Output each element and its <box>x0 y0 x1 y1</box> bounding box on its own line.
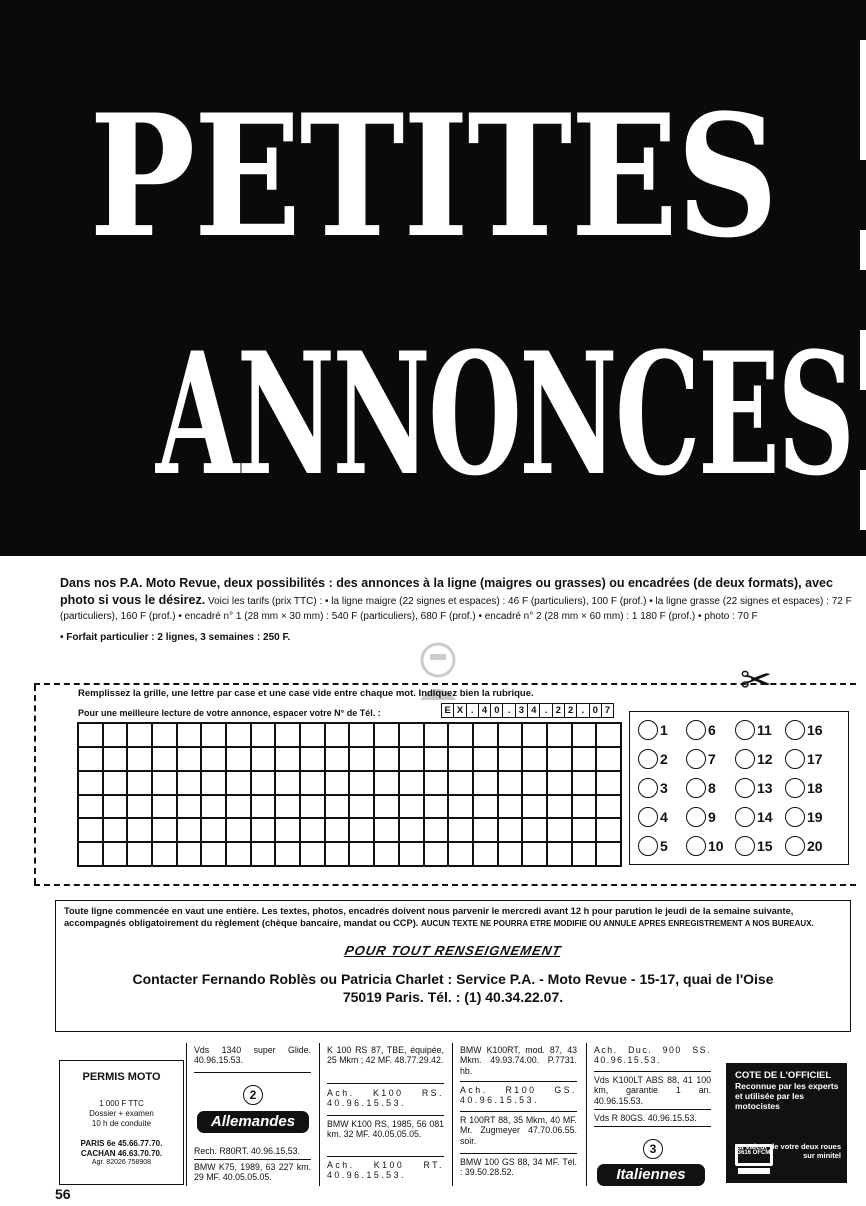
grid-cell[interactable] <box>449 796 474 820</box>
rubrique-option[interactable] <box>638 836 668 856</box>
grid-cell[interactable] <box>178 724 203 748</box>
ad-entry: BMW K100 RS, 1985, 56 081 km. 32 MF. 40.05.05.05. <box>327 1119 444 1140</box>
grid-cell[interactable] <box>499 819 524 843</box>
grid-cell[interactable] <box>153 819 178 843</box>
permis-title: PERMIS MOTO <box>82 1071 161 1083</box>
grid-cell[interactable] <box>153 843 178 867</box>
title-banner <box>0 0 866 556</box>
grid-cell[interactable] <box>227 724 252 748</box>
grid-cell[interactable] <box>326 843 351 867</box>
grid-cell[interactable] <box>375 772 400 796</box>
intro-tarifs: Voici les tarifs (prix TTC) : • la ligne maigre (22 signes et espaces) : 46 F (particuliers), 100 F (prof.) • la ligne grasse (22 signes et espaces) : 72 F (particuliers), 160 F (prof.) • encadré n° 1 (28 mm × 30 mm) : 540 F (particuliers), 680 F (prof.) • encadré n° 2 (28 mm × 60 mm) : 1 180 F (prof.) • photo : 70 F <box>60 596 852 622</box>
grid-cell[interactable] <box>104 796 129 820</box>
grid-cell[interactable] <box>474 724 499 748</box>
contact-line-1: Contacter Fernando Roblès ou Patricia Charlet : Service P.A. - Moto Revue - 15-17, quai de l'Oise <box>132 971 774 987</box>
grid-cell[interactable] <box>400 819 425 843</box>
rubrique-option[interactable] <box>638 778 668 798</box>
grid-cell[interactable] <box>499 796 524 820</box>
conditions-box <box>55 900 851 1032</box>
ad-separator <box>460 1081 577 1082</box>
grid-cell[interactable] <box>425 772 450 796</box>
permis-moto-ad <box>59 1060 184 1185</box>
intro-lead: Dans nos P.A. Moto Revue, deux possibilités : des annonces à la ligne (maigres ou grasses) ou encadrées (de deux formats), avec photo si vous le désirez. <box>60 576 833 608</box>
scissors-icon: ✂ <box>740 660 772 702</box>
ad-separator <box>327 1115 444 1116</box>
tel-example-cell: E <box>441 703 454 718</box>
grid-cell[interactable] <box>79 748 104 772</box>
contact-line-2: 75019 Paris. Tél. : (1) 40.34.22.07. <box>342 989 564 1005</box>
rubrique-number: 2 <box>660 751 668 767</box>
grid-cell[interactable] <box>79 819 104 843</box>
grid-cell[interactable] <box>573 724 598 748</box>
rubrique-option[interactable] <box>686 778 716 798</box>
rubrique-checkbox[interactable] <box>638 807 658 827</box>
grid-cell[interactable] <box>227 843 252 867</box>
cote-footer: La valeur de votre deux roues sur minitel <box>734 1142 841 1160</box>
grid-cell[interactable] <box>375 796 400 820</box>
grid-cell[interactable] <box>523 843 548 867</box>
grid-cell[interactable] <box>573 843 598 867</box>
rubrique-number: 5 <box>660 838 668 854</box>
rubrique-option[interactable] <box>785 807 823 827</box>
rubrique-number: 6 <box>708 722 716 738</box>
grid-cell[interactable] <box>252 724 277 748</box>
conditions-text <box>64 906 842 929</box>
cote-subtitle: Reconnue par les experts et utilisée par les motocistes <box>735 1081 839 1111</box>
rubrique-number: 16 <box>807 722 823 738</box>
grid-cell[interactable] <box>548 748 573 772</box>
grid-cell[interactable] <box>425 843 450 867</box>
tel-example-cell: X <box>453 703 466 718</box>
grid-cell[interactable] <box>375 843 400 867</box>
rubrique-checkbox[interactable] <box>638 836 658 856</box>
grid-cell[interactable] <box>252 748 277 772</box>
rubrique-option[interactable] <box>735 720 772 740</box>
grid-cell[interactable] <box>227 748 252 772</box>
grid-cell[interactable] <box>79 843 104 867</box>
rubrique-checkbox[interactable] <box>638 749 658 769</box>
rubrique-number: 12 <box>757 751 773 767</box>
grid-cell[interactable] <box>597 796 622 820</box>
grid-cell[interactable] <box>326 772 351 796</box>
tel-example-cell: . <box>576 703 589 718</box>
grid-cell[interactable] <box>276 724 301 748</box>
ad-separator <box>194 1072 311 1073</box>
grid-cell[interactable] <box>350 843 375 867</box>
intro-paragraph <box>60 575 852 623</box>
rubrique-checkbox[interactable] <box>686 749 706 769</box>
grid-cell[interactable] <box>597 843 622 867</box>
rubrique-option[interactable] <box>686 720 716 740</box>
banner-title-petites: PETITES <box>89 77 777 275</box>
rubrique-number: 13 <box>757 780 773 796</box>
rubrique-checkbox[interactable] <box>785 836 805 856</box>
grid-cell[interactable] <box>499 843 524 867</box>
grid-cell[interactable] <box>153 748 178 772</box>
ad-entry: Ach. K100 RS. 40.96.15.53. <box>327 1088 444 1109</box>
rubrique-checkbox[interactable] <box>735 807 755 827</box>
rubrique-option[interactable] <box>785 749 823 769</box>
rubrique-checkbox[interactable] <box>735 720 755 740</box>
ads-column-1 <box>186 1043 312 1186</box>
rubrique-option[interactable] <box>735 778 773 798</box>
rubrique-number: 7 <box>708 751 716 767</box>
grid-cell[interactable] <box>499 748 524 772</box>
rubrique-option[interactable] <box>686 836 724 856</box>
rubrique-number: 1 <box>660 722 668 738</box>
grid-cell[interactable] <box>474 796 499 820</box>
grid-cell[interactable] <box>400 796 425 820</box>
cut-line-left <box>34 685 36 884</box>
grid-cell[interactable] <box>449 748 474 772</box>
ad-entry: Vds K100LT ABS 88, 41 100 km, garantie 1 an. 40.96.15.53. <box>594 1075 711 1106</box>
grid-cell[interactable] <box>400 724 425 748</box>
form-instructions: Remplissez la grille, une lettre par case et une case vide entre chaque mot. Indiquez bien la rubrique. <box>78 688 534 699</box>
grid-cell[interactable] <box>350 796 375 820</box>
rubrique-option[interactable] <box>735 749 773 769</box>
grid-cell[interactable] <box>301 819 326 843</box>
grid-cell[interactable] <box>474 772 499 796</box>
category-label-italiennes: Italiennes <box>597 1164 705 1186</box>
grid-cell[interactable] <box>178 748 203 772</box>
grid-cell[interactable] <box>350 724 375 748</box>
grid-cell[interactable] <box>375 748 400 772</box>
grid-cell[interactable] <box>104 772 129 796</box>
grid-cell[interactable] <box>104 724 129 748</box>
grid-cell[interactable] <box>449 819 474 843</box>
ad-separator <box>594 1126 711 1127</box>
permis-detail: 10 h de conduite <box>91 1119 152 1128</box>
permis-phone-cachan: CACHAN 46.63.70.70. <box>80 1149 163 1158</box>
edge-mark <box>860 330 866 390</box>
info-heading <box>56 943 850 958</box>
cut-line-top <box>34 683 856 685</box>
grid-cell[interactable] <box>499 724 524 748</box>
rubrique-checkbox[interactable] <box>686 807 706 827</box>
grid-cell[interactable] <box>425 748 450 772</box>
grid-cell[interactable] <box>153 796 178 820</box>
banner-title-annonces: ANNONCES <box>155 315 853 513</box>
grid-cell[interactable] <box>425 724 450 748</box>
rubrique-checkbox[interactable] <box>638 720 658 740</box>
grid-cell[interactable] <box>425 819 450 843</box>
tel-example-cell: 0 <box>589 703 602 718</box>
grid-cell[interactable] <box>276 748 301 772</box>
rubrique-checkbox[interactable] <box>785 778 805 798</box>
grid-cell[interactable] <box>252 843 277 867</box>
permis-body <box>60 1099 183 1129</box>
grid-cell[interactable] <box>227 772 252 796</box>
grid-cell[interactable] <box>474 819 499 843</box>
rubrique-option[interactable] <box>785 836 823 856</box>
rubrique-number: 20 <box>807 838 823 854</box>
ad-separator <box>460 1111 577 1112</box>
conditions-caps: AUCUN TEXTE NE POURRA ETRE MODIFIE OU ANNULE APRES ENREGISTREMENT A NOS BUREAUX. <box>420 918 814 928</box>
rubrique-number: 8 <box>708 780 716 796</box>
grid-cell[interactable] <box>128 796 153 820</box>
tel-hint: Pour une meilleure lecture de votre annonce, espacer votre N° de Tél. : <box>78 708 381 718</box>
grid-cell[interactable] <box>79 796 104 820</box>
rubrique-option[interactable] <box>735 807 773 827</box>
permis-agrement: Agr. 82026 758908 <box>91 1159 152 1166</box>
grid-cell[interactable] <box>326 819 351 843</box>
grid-cell[interactable] <box>326 796 351 820</box>
grid-cell[interactable] <box>449 724 474 748</box>
cut-line-bottom <box>34 884 856 886</box>
grid-cell[interactable] <box>79 772 104 796</box>
grid-cell[interactable] <box>153 724 178 748</box>
ads-column-4 <box>586 1043 712 1186</box>
rubrique-option[interactable] <box>638 749 668 769</box>
grid-cell[interactable] <box>252 796 277 820</box>
tel-example-cell: 2 <box>564 703 577 718</box>
grid-cell[interactable] <box>301 748 326 772</box>
tel-example-cell: 4 <box>527 703 540 718</box>
rubrique-option[interactable] <box>686 749 716 769</box>
grid-cell[interactable] <box>474 843 499 867</box>
ad-separator <box>594 1071 711 1072</box>
rubrique-number: 19 <box>807 809 823 825</box>
ad-separator <box>327 1083 444 1084</box>
tel-example-cell: 2 <box>552 703 565 718</box>
tel-example-cell: 0 <box>490 703 503 718</box>
category-label-allemandes: Allemandes <box>197 1111 309 1133</box>
grid-cell[interactable] <box>449 772 474 796</box>
forfait-line: • Forfait particulier : 2 lignes, 3 semaines : 250 F. <box>60 632 291 644</box>
rubrique-option[interactable] <box>638 807 668 827</box>
edge-mark <box>860 470 866 530</box>
grid-cell[interactable] <box>128 724 153 748</box>
grid-cell[interactable] <box>400 748 425 772</box>
grid-cell[interactable] <box>128 748 153 772</box>
grid-cell[interactable] <box>523 724 548 748</box>
grid-cell[interactable] <box>548 796 573 820</box>
grid-cell[interactable] <box>573 748 598 772</box>
grid-cell[interactable] <box>375 724 400 748</box>
grid-cell[interactable] <box>449 843 474 867</box>
grid-cell[interactable] <box>597 772 622 796</box>
ad-entry: Vds 1340 super Glide. 40.96.15.53. <box>194 1045 311 1066</box>
rubrique-selector <box>629 711 849 865</box>
rubrique-checkbox[interactable] <box>785 807 805 827</box>
ads-column-2 <box>319 1043 445 1186</box>
rubrique-number: 15 <box>757 838 773 854</box>
grid-cell[interactable] <box>326 748 351 772</box>
grid-cell[interactable] <box>276 796 301 820</box>
grid-cell[interactable] <box>301 772 326 796</box>
grid-cell[interactable] <box>128 772 153 796</box>
grid-cell[interactable] <box>350 748 375 772</box>
grid-cell[interactable] <box>597 748 622 772</box>
tel-example-boxes <box>442 703 614 718</box>
rubrique-number: 9 <box>708 809 716 825</box>
grid-cell[interactable] <box>301 796 326 820</box>
rubrique-option[interactable] <box>785 720 823 740</box>
grid-cell[interactable] <box>548 724 573 748</box>
grid-cell[interactable] <box>178 796 203 820</box>
rubrique-option[interactable] <box>785 778 823 798</box>
rubrique-number: 3 <box>660 780 668 796</box>
category-number: 2 <box>243 1085 263 1105</box>
grid-cell[interactable] <box>425 796 450 820</box>
grid-cell[interactable] <box>597 724 622 748</box>
tel-example-cell: . <box>502 703 515 718</box>
grid-cell[interactable] <box>548 772 573 796</box>
edge-mark <box>860 230 866 270</box>
grid-cell[interactable] <box>79 724 104 748</box>
rubrique-number: 18 <box>807 780 823 796</box>
ad-entry: R 100RT 88, 35 Mkm, 40 MF. Mr. Zugmeyer 47.70.06.55. soir. <box>460 1115 577 1146</box>
grid-cell[interactable] <box>276 843 301 867</box>
tel-example-cell: . <box>539 703 552 718</box>
grid-cell[interactable] <box>227 819 252 843</box>
rubrique-checkbox[interactable] <box>785 720 805 740</box>
ad-entry: Ach. Duc. 900 SS. 40.96.15.53. <box>594 1045 711 1066</box>
grid-cell[interactable] <box>202 748 227 772</box>
grid-cell[interactable] <box>548 819 573 843</box>
grid-cell[interactable] <box>573 772 598 796</box>
grid-cell[interactable] <box>276 819 301 843</box>
grid-cell[interactable] <box>523 796 548 820</box>
permis-phones <box>60 1139 183 1159</box>
rubrique-checkbox[interactable] <box>735 749 755 769</box>
rubrique-option[interactable] <box>638 720 668 740</box>
grid-cell[interactable] <box>227 796 252 820</box>
ad-entry: Ach. K100 RT. 40.96.15.53. <box>327 1160 444 1181</box>
ad-entry: BMW 100 GS 88, 34 MF. Tél. : 39.50.28.52. <box>460 1157 577 1178</box>
ad-separator <box>194 1159 311 1160</box>
ad-entry: Rech. R80RT. 40.96.15.53. <box>194 1146 300 1156</box>
ad-entry: Ach. R100 GS. 40.96.15.53. <box>460 1085 577 1106</box>
grid-cell[interactable] <box>128 819 153 843</box>
grid-cell[interactable] <box>178 819 203 843</box>
rubrique-number: 4 <box>660 809 668 825</box>
rubrique-checkbox[interactable] <box>735 836 755 856</box>
ad-entry: BMW K75, 1989, 63 227 km. 29 MF. 40.05.05.05. <box>194 1162 311 1183</box>
cote-title: COTE DE L'OFFICIEL <box>735 1070 832 1081</box>
cote-officiel-ad <box>726 1063 847 1183</box>
ads-column-3 <box>452 1043 578 1186</box>
minitel-code: 3616 OFCM <box>737 1150 771 1156</box>
ad-separator <box>594 1109 711 1110</box>
tel-example-cell: . <box>466 703 479 718</box>
grid-cell[interactable] <box>523 772 548 796</box>
grid-cell[interactable] <box>252 819 277 843</box>
grid-cell[interactable] <box>499 772 524 796</box>
grid-cell[interactable] <box>202 772 227 796</box>
grid-cell[interactable] <box>474 748 499 772</box>
grid-cell[interactable] <box>202 724 227 748</box>
grid-cell[interactable] <box>276 772 301 796</box>
grid-cell[interactable] <box>400 772 425 796</box>
tel-example-cell: 4 <box>478 703 491 718</box>
rubrique-checkbox[interactable] <box>686 720 706 740</box>
rubrique-option[interactable] <box>735 836 773 856</box>
grid-cell[interactable] <box>104 819 129 843</box>
grid-cell[interactable] <box>178 843 203 867</box>
ad-entry: BMW K100RT, mod. 87, 43 Mkm. 49.93.74.00. P.7731. hb. <box>460 1045 577 1076</box>
rubrique-checkbox[interactable] <box>686 836 706 856</box>
rubrique-number: 11 <box>757 722 772 738</box>
rubrique-checkbox[interactable] <box>686 778 706 798</box>
grid-cell[interactable] <box>202 796 227 820</box>
grid-cell[interactable] <box>178 772 203 796</box>
grid-cell[interactable] <box>104 748 129 772</box>
rubrique-number: 17 <box>807 751 823 767</box>
grid-cell[interactable] <box>202 843 227 867</box>
grid-cell[interactable] <box>252 772 277 796</box>
tel-example-cell: 7 <box>601 703 614 718</box>
grid-cell[interactable] <box>153 772 178 796</box>
grid-cell[interactable] <box>326 724 351 748</box>
permis-phone-paris: PARIS 6e 45.66.77.70. <box>80 1139 163 1148</box>
grid-cell[interactable] <box>375 819 400 843</box>
rubrique-number: 10 <box>708 838 724 854</box>
grid-cell[interactable] <box>523 748 548 772</box>
rubrique-checkbox[interactable] <box>785 749 805 769</box>
rubrique-number: 14 <box>757 809 773 825</box>
grid-cell[interactable] <box>128 843 153 867</box>
rubrique-checkbox[interactable] <box>735 778 755 798</box>
grid-cell[interactable] <box>301 843 326 867</box>
grid-cell[interactable] <box>202 819 227 843</box>
ad-entry: Vds R 80GS. 40.96.15.53. <box>594 1113 697 1123</box>
grid-cell[interactable] <box>573 796 598 820</box>
ad-separator <box>460 1153 577 1154</box>
tel-example-cell: 3 <box>515 703 528 718</box>
grid-cell[interactable] <box>523 819 548 843</box>
grid-cell[interactable] <box>104 843 129 867</box>
permis-price: 1 000 F TTC <box>99 1099 144 1108</box>
grid-cell[interactable] <box>350 819 375 843</box>
grid-cell[interactable] <box>597 819 622 843</box>
category-number: 3 <box>643 1139 663 1159</box>
permis-detail: Dossier + examen <box>89 1109 154 1118</box>
page-number: 56 <box>55 1186 71 1202</box>
conditions-body: Toute ligne commencée en vaut une entière. Les textes, photos, encadrés doivent nous parvenir le mercredi avant 12 h pour parution le jeudi de la semaine suivante, accompagnés obligatoirement du règlement (chèque bancaire, mandat ou CCP). <box>64 906 794 928</box>
grid-cell[interactable] <box>400 843 425 867</box>
ad-separator <box>327 1156 444 1157</box>
grid-cell[interactable] <box>548 843 573 867</box>
edge-mark <box>860 40 866 160</box>
letter-grid[interactable] <box>77 722 622 867</box>
info-heading-text: POUR TOUT RENSEIGNEMENT <box>343 943 563 958</box>
grid-cell[interactable] <box>573 819 598 843</box>
grid-cell[interactable] <box>301 724 326 748</box>
grid-cell[interactable] <box>350 772 375 796</box>
rubrique-checkbox[interactable] <box>638 778 658 798</box>
rubrique-option[interactable] <box>686 807 716 827</box>
ad-entry: K 100 RS 87, TBE, équipée, 25 Mkm ; 42 MF. 48.77.29.42. <box>327 1045 444 1066</box>
